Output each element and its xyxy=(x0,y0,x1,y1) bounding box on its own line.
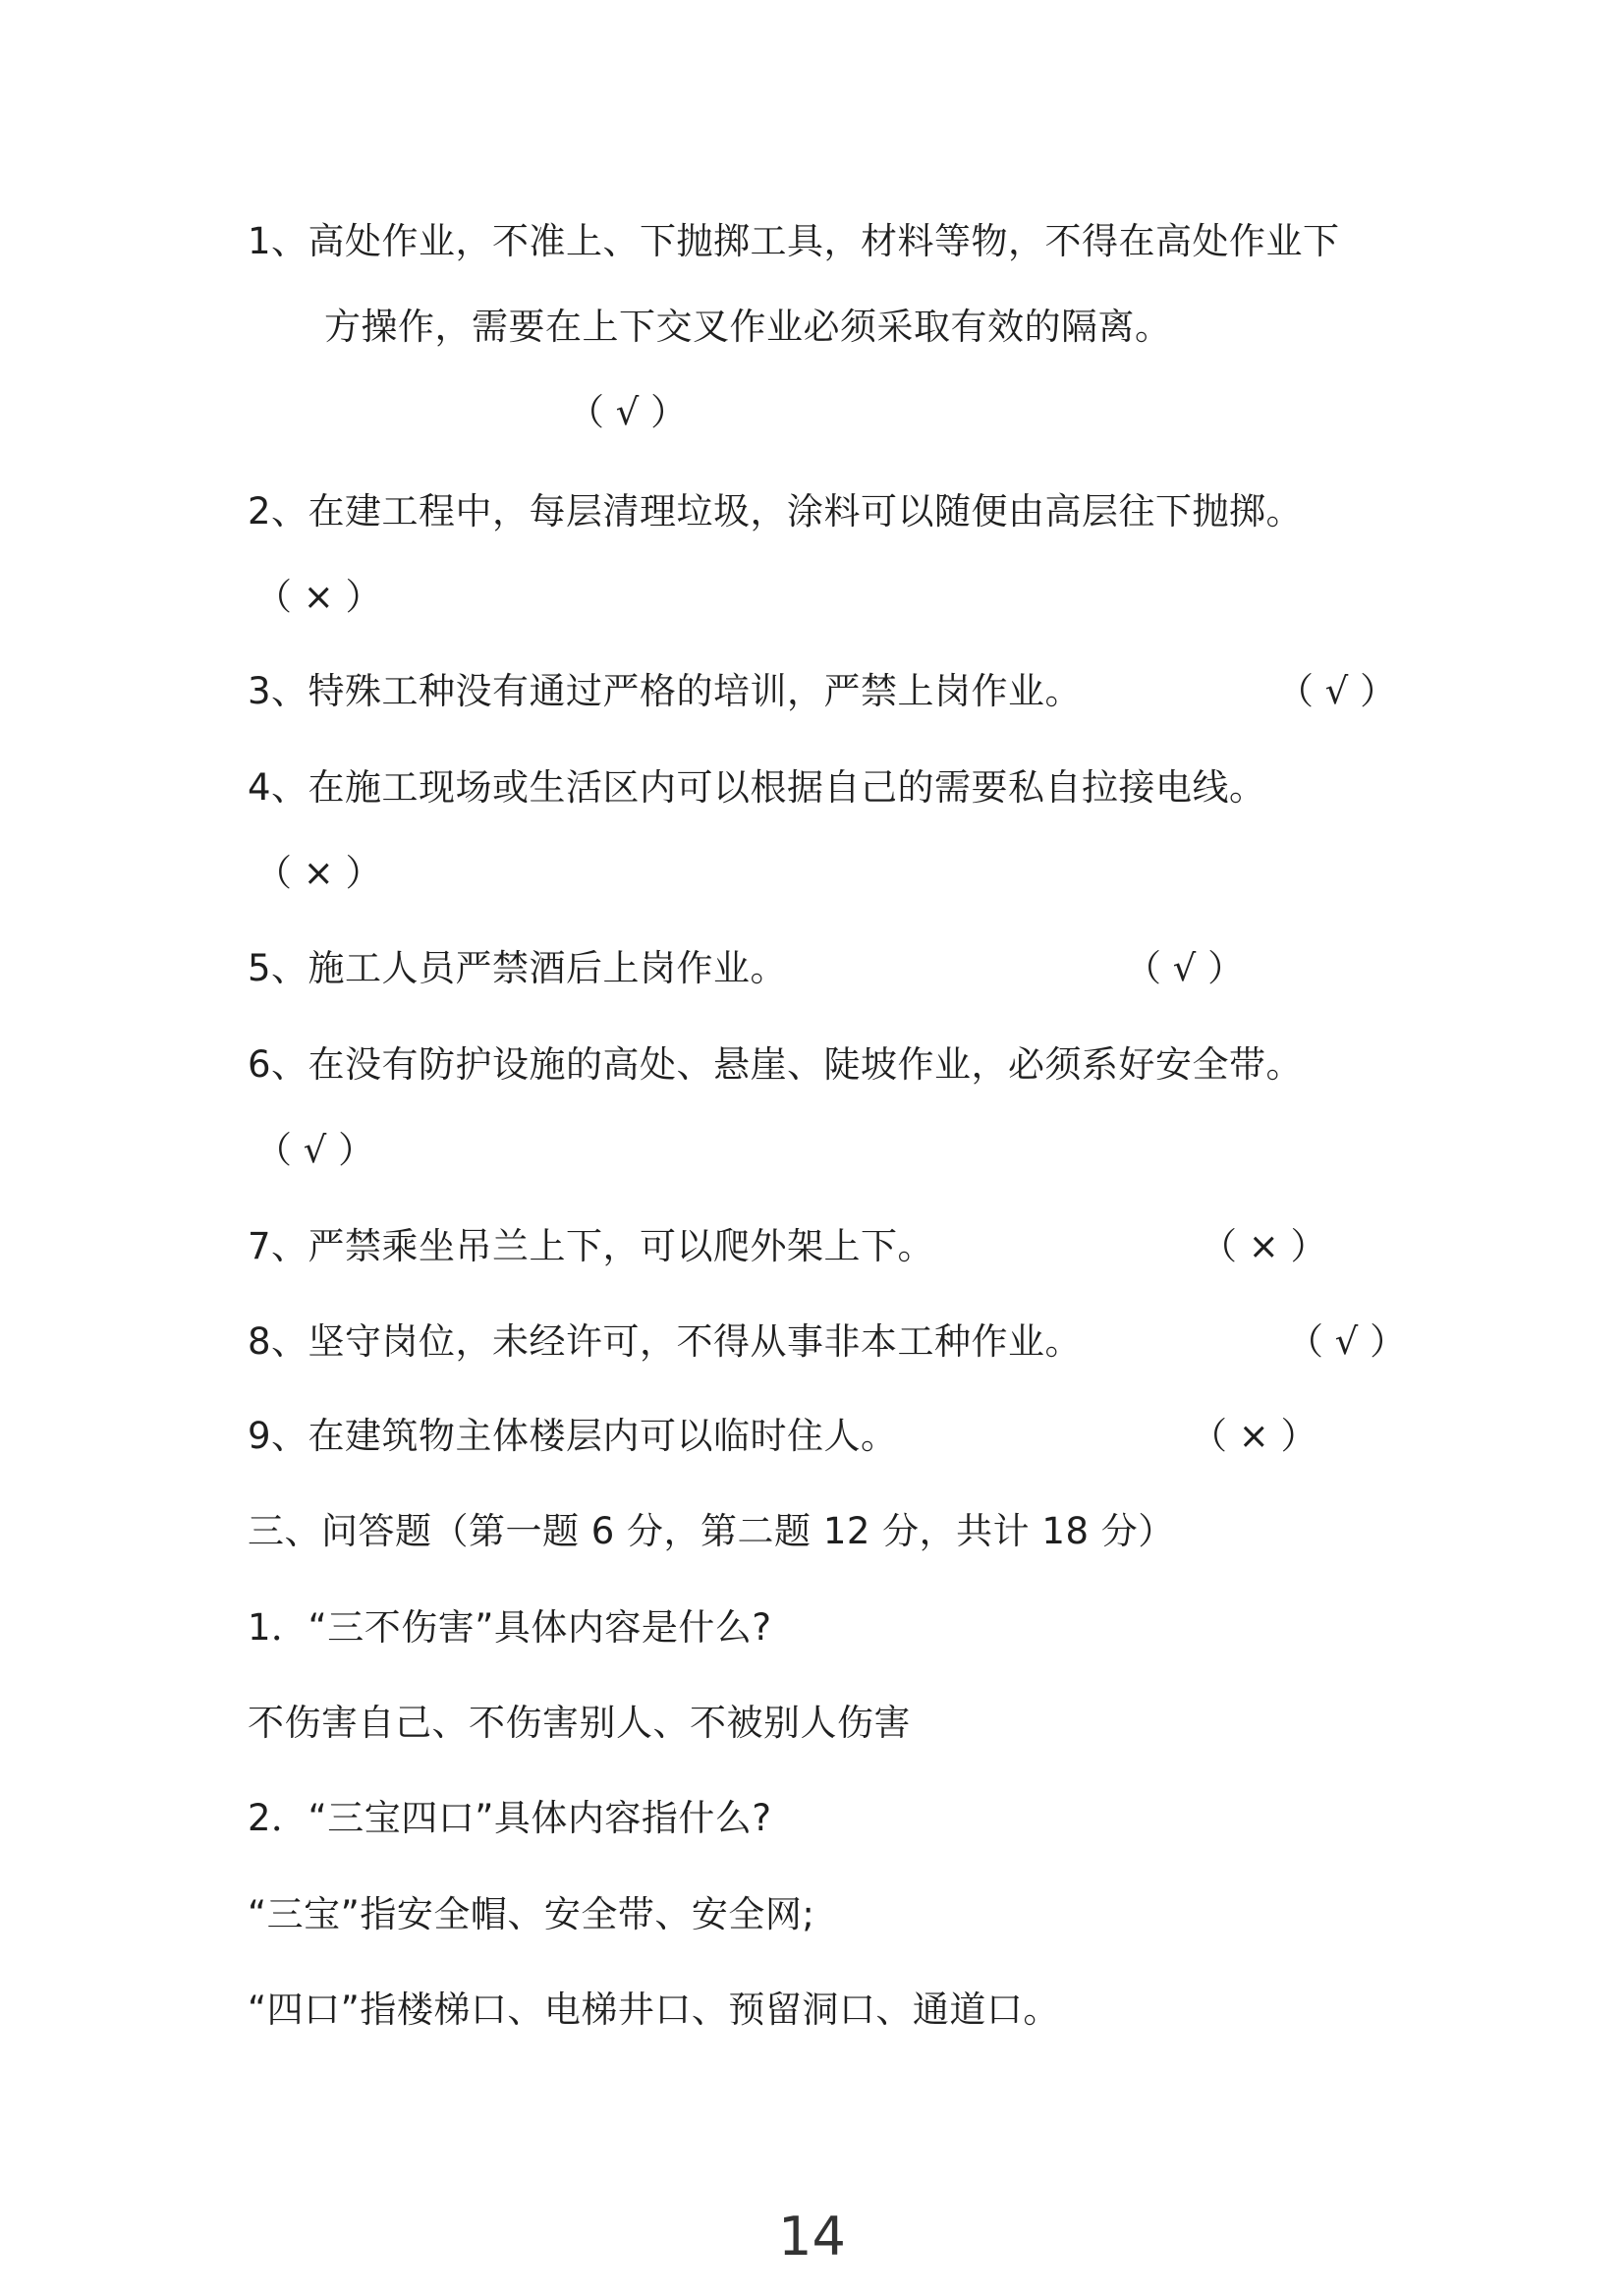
item-7-text: 7、严禁乘坐吊兰上下，可以爬外架上下。 xyxy=(248,1225,935,1267)
item-1-text-continued: 方操作，需要在上下交叉作业必须采取有效的隔离。 xyxy=(324,306,1172,348)
item-9-text: 9、在建筑物主体楼层内可以临时住人。 xyxy=(248,1415,898,1457)
item-4-answer: （ × ） xyxy=(255,852,382,894)
answer-2-line-1: “三宝”指安全帽、安全带、安全网; xyxy=(248,1893,815,1935)
item-1-answer: （ √ ） xyxy=(568,391,688,433)
item-7-answer: （ × ） xyxy=(1201,1225,1327,1267)
item-4-text: 4、在施工现场或生活区内可以根据自己的需要私自拉接电线。 xyxy=(248,766,1266,809)
item-5-text: 5、施工人员严禁酒后上岗作业。 xyxy=(248,947,788,989)
item-6-answer: （ √ ） xyxy=(255,1129,375,1171)
item-9-answer: （ × ） xyxy=(1191,1415,1317,1457)
question-2: 2．“三宝四口”具体内容指什么? xyxy=(248,1797,772,1839)
item-2-text: 2、在建工程中，每层清理垃圾，涂料可以随便由高层往下抛掷。 xyxy=(248,490,1304,532)
answer-2-line-2: “四口”指楼梯口、电梯井口、预留洞口、通道口。 xyxy=(248,1988,1060,2031)
question-1: 1．“三不伤害”具体内容是什么? xyxy=(248,1606,772,1649)
answer-1: 不伤害自己、不伤害别人、不被别人伤害 xyxy=(248,1702,911,1744)
item-3-text: 3、特殊工种没有通过严格的培训，严禁上岗作业。 xyxy=(248,670,1083,712)
item-3-answer: （ √ ） xyxy=(1277,670,1397,712)
item-1-text: 1、高处作业，不准上、下抛掷工具，材料等物，不得在高处作业下 xyxy=(248,220,1340,262)
item-2-answer: （ × ） xyxy=(255,576,382,618)
page-number: 14 xyxy=(778,2206,846,2268)
item-8-answer: （ √ ） xyxy=(1287,1320,1407,1363)
item-8-text: 8、坚守岗位，未经许可，不得从事非本工种作业。 xyxy=(248,1320,1083,1363)
item-5-answer: （ √ ） xyxy=(1125,947,1245,989)
item-6-text: 6、在没有防护设施的高处、悬崖、陡坡作业，必须系好安全带。 xyxy=(248,1043,1304,1086)
section-3-heading: 三、问答题（第一题 6 分，第二题 12 分，共计 18 分） xyxy=(248,1510,1175,1552)
